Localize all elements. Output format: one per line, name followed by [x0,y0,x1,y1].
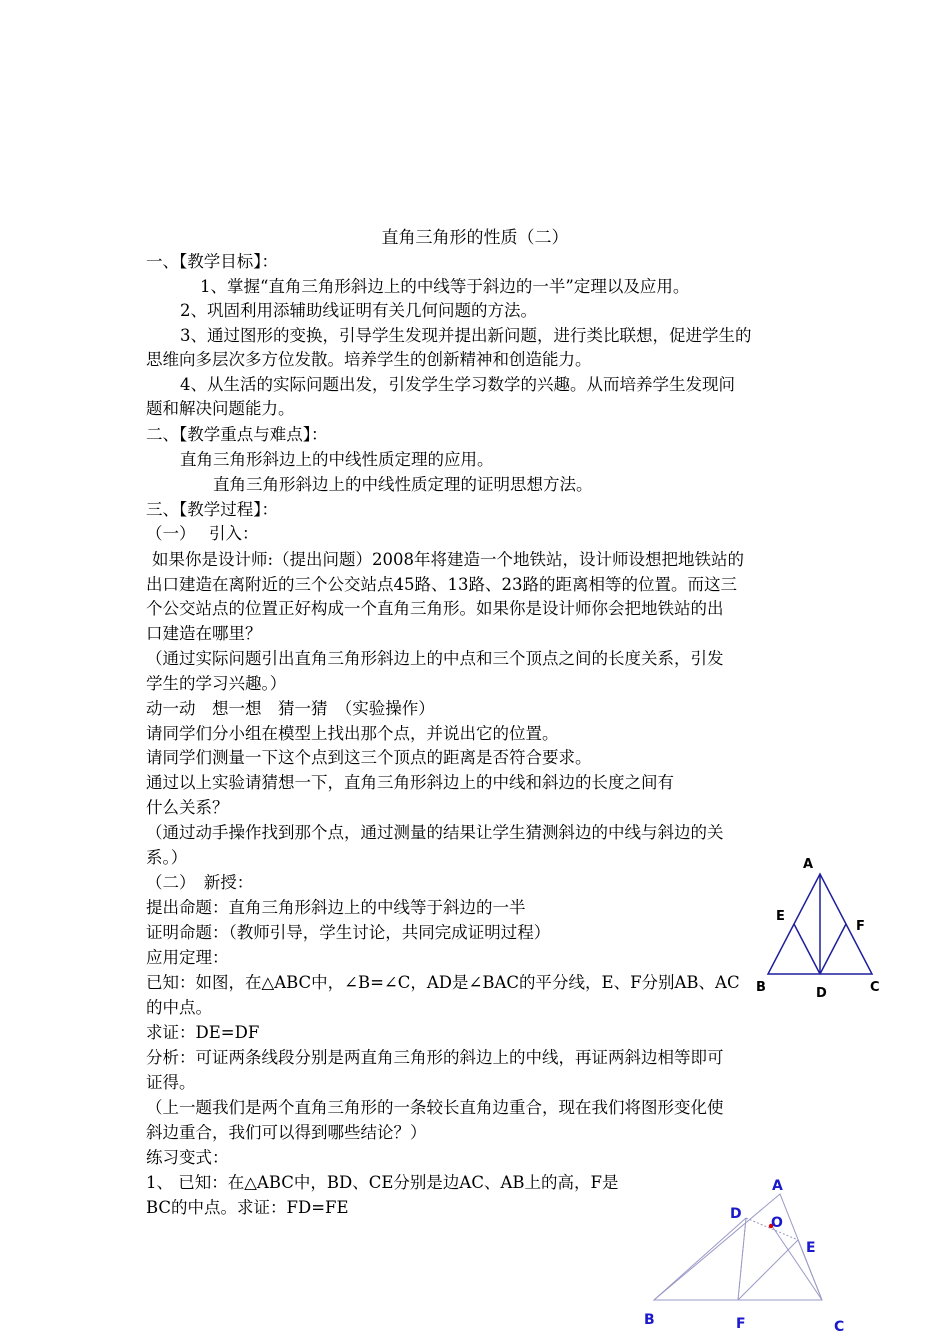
label-c: C [834,1319,845,1335]
text-line: 2、巩固利用添辅助线证明有关几何问题的方法。 [180,301,537,320]
label-c: C [870,980,880,995]
text-line: 个公交站点的位置正好构成一个直角三角形。如果你是设计师你会把地铁站的出 [146,599,724,618]
text-line: 什么关系？ [146,798,229,817]
text-line: 通过以上实验请猜想一下，直角三角形斜边上的中线和斜边的长度之间有 [146,773,674,792]
section-heading: 二、【教学重点与难点】： [146,425,328,444]
section-heading: 一、【教学目标】： [146,252,278,271]
text-line: 3、通过图形的变换，引导学生发现并提出新问题，进行类比联想，促进学生的 [180,326,752,345]
label-f: F [856,919,865,934]
text-line: 已知：如图，在△ABC中，∠B=∠C，AD是∠BAC的平分线，E、F分别AB、AC [146,973,740,992]
label-e: E [806,1240,816,1256]
text-line: 证得。 [146,1073,196,1092]
text-line: 思维向多层次多方位发散。培养学生的创新精神和创造能力。 [146,350,592,369]
text-line: 1、掌握“直角三角形斜边上的中线等于斜边的一半”定理以及应用。 [200,277,690,296]
text-line: 1、 已知：在△ABC中，BD、CE分别是边AC、AB上的高，F是 [146,1173,619,1192]
text-line: 求证：DE=DF [146,1023,260,1042]
label-d: D [816,986,827,1000]
text-line: 分析：可证两条线段分别是两直角三角形的斜边上的中线，再证两斜边相等即可 [146,1048,724,1067]
label-o: O [771,1215,783,1231]
text-line: 直角三角形斜边上的中线性质定理的应用。 [180,450,494,469]
triangle-figure-2 [640,1172,852,1338]
label-a: A [772,1178,783,1194]
section-heading: 三、【教学过程】： [146,500,278,519]
label-b: B [756,980,766,995]
text-line: 如果你是设计师:（提出问题）2008年将建造一个地铁站，设计师设想把地铁站的 [152,550,745,569]
text-line: 应用定理： [146,948,229,967]
text-line: 证明命题：（教师引导，学生讨论，共同完成证明过程） [146,923,551,942]
text-line: （通过动手操作找到那个点，通过测量的结果让学生猜测斜边的中线与斜边的关 [146,823,724,842]
text-line: 系。） [146,848,188,867]
text-line: 练习变式： [146,1148,229,1167]
text-line: 请同学们分小组在模型上找出那个点，并说出它的位置。 [146,724,559,743]
text-line: （通过实际问题引出直角三角形斜边上的中点和三个顶点之间的长度关系，引发 [146,649,724,668]
label-e: E [776,909,785,924]
label-f: F [736,1316,746,1332]
text-line: 斜边重合，我们可以得到哪些结论？） [146,1123,427,1142]
subsection-heading: （二） 新授： [146,873,254,892]
text-line: 动一动 想一想 猜一猜 （实验操作） [146,699,435,718]
text-line: （上一题我们是两个直角三角形的一条较长直角边重合，现在我们将图形变化使 [146,1098,724,1117]
text-line: 4、从生活的实际问题出发，引发学生学习数学的兴趣。从而培养学生发现问 [180,375,735,394]
subsection-heading: （一） 引入： [146,524,259,543]
text-line: 题和解决问题能力。 [146,399,295,418]
label-a: A [803,857,814,872]
text-line: 请同学们测量一下这个点到这三个顶点的距离是否符合要求。 [146,748,592,767]
text-line: 出口建造在离附近的三个公交站点45路、13路、23路的距离相等的位置。而这三 [146,575,737,594]
triangle-figure-1 [752,852,880,1000]
text-line: 提出命题：直角三角形斜边上的中线等于斜边的一半 [146,898,526,917]
text-line: 学生的学习兴趣。） [146,674,287,693]
text-line: BC的中点。求证：FD=FE [146,1198,349,1217]
label-b: B [644,1312,655,1328]
text-line: 的中点。 [146,998,212,1017]
text-line: 口建造在哪里？ [146,624,262,643]
document-title: 直角三角形的性质（二） [381,228,569,248]
label-d: D [730,1206,742,1222]
text-line: 直角三角形斜边上的中线性质定理的证明思想方法。 [213,475,593,494]
